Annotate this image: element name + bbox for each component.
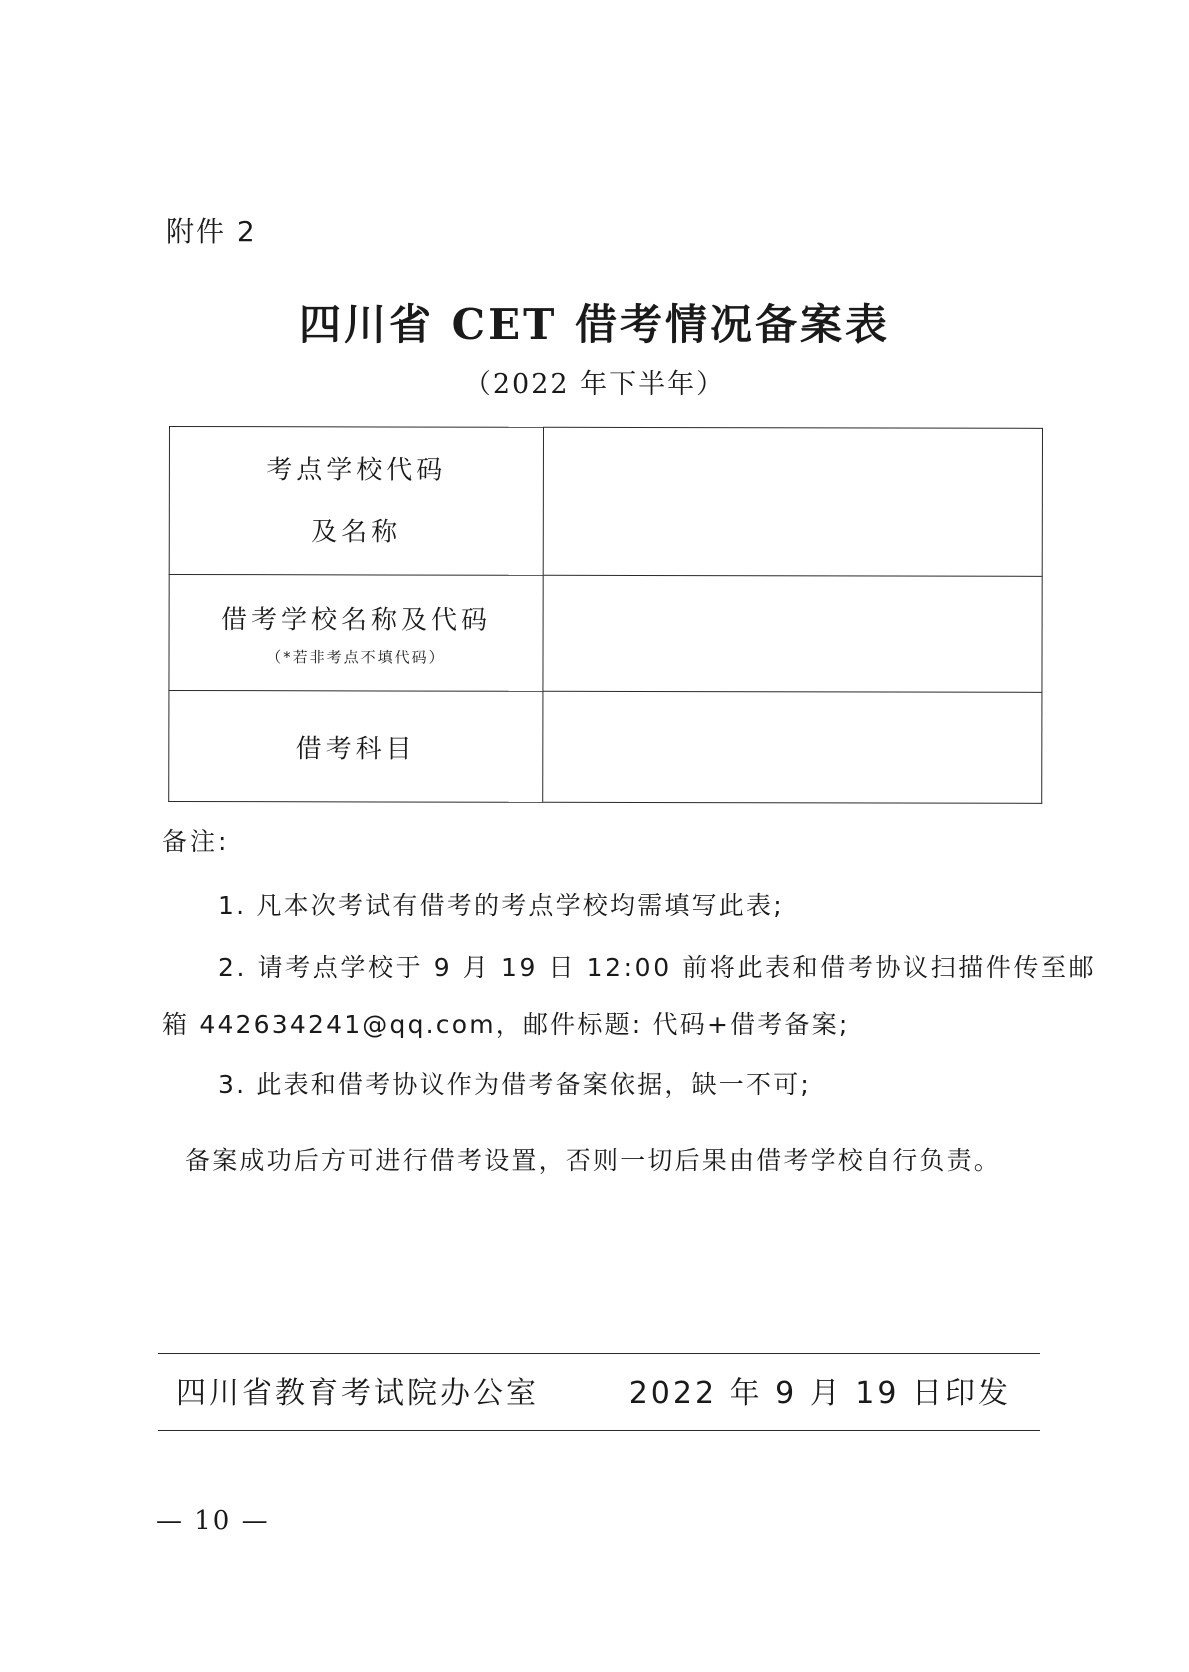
document-subtitle: （2022 年下半年） (463, 369, 726, 400)
note-item-2-line-2: 箱 442634241@qq.com，邮件标题: 代码+借考备案; (162, 1010, 850, 1039)
exam-school-field[interactable] (543, 427, 1043, 576)
document-title: 四川省 CET 借考情况备案表 (299, 300, 890, 349)
row-label-exam-school (169, 427, 543, 576)
row-label-line: 借考学校名称及代码 (220, 604, 492, 636)
issuing-office: 四川省教育考试院办公室 (176, 1376, 539, 1411)
row-label-line: 及名称 (311, 516, 402, 547)
attachment-label: 附件 2 (166, 215, 257, 248)
table-row (169, 691, 1042, 804)
subject-field[interactable] (542, 691, 1041, 803)
note-closing: 备案成功后方可进行借考设置，否则一切后果由借考学校自行负责。 (185, 1146, 1002, 1175)
footer-rule-top (158, 1353, 1040, 1354)
page-number: — 10 — (156, 1506, 270, 1536)
notes-heading: 备注: (162, 827, 230, 856)
issue-date: 2022 年 9 月 19 日印发 (628, 1376, 1011, 1411)
row-label-line: 考点学校代码 (266, 454, 447, 486)
note-item-2-line-1: 2. 请考点学校于 9 月 19 日 12:00 前将此表和借考协议扫描件传至邮 (218, 953, 1097, 982)
record-table (168, 426, 1043, 804)
note-item-3: 3. 此表和借考协议作为借考备案依据，缺一不可; (218, 1070, 812, 1099)
note-item-1: 1. 凡本次考试有借考的考点学校均需填写此表; (218, 891, 784, 920)
table-row (169, 575, 1042, 693)
row-label-note: （*若非考点不填代码） (266, 647, 446, 667)
row-label-line: 借考科目 (295, 733, 416, 765)
footer-rule-bottom (158, 1430, 1040, 1431)
row-label-borrow-school (169, 575, 543, 692)
table-row (169, 427, 1042, 577)
borrow-school-field[interactable] (543, 575, 1042, 692)
row-label-subject (169, 691, 543, 803)
